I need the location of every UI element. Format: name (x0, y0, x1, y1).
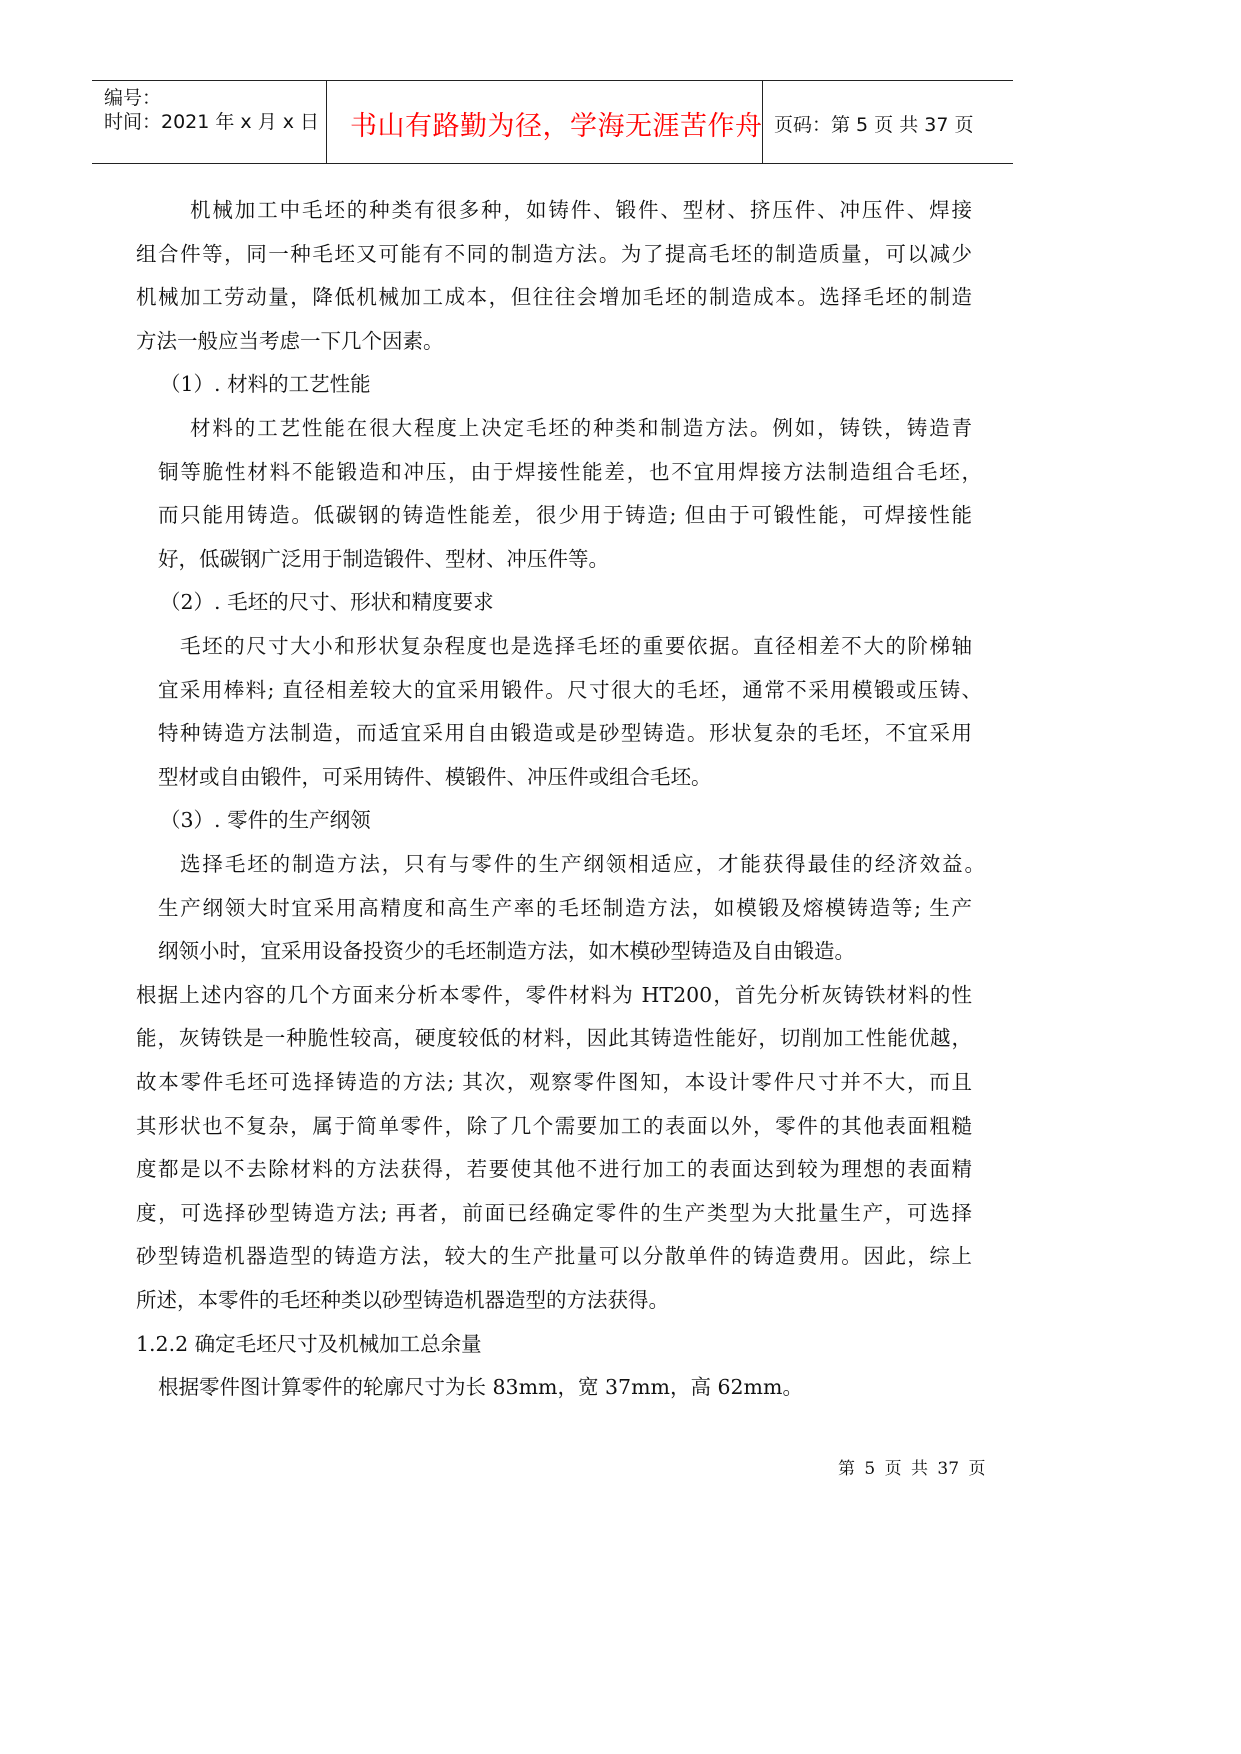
text-line: 根据零件图计算零件的轮廓尺寸为长 83mm，宽 37mm，高 62mm。 (158, 1375, 803, 1400)
text-line: 好，低碳钢广泛用于制造锻件、型材、冲压件等。 (158, 546, 609, 571)
text-line: 纲领小时，宜采用设备投资少的毛坯制造方法，如木模砂型铸造及自由锻造。 (158, 939, 855, 964)
text-line: 型材或自由锻件，可采用铸件、模锻件、冲压件或组合毛坯。 (158, 764, 712, 789)
text-line: 材料的工艺性能在很大程度上决定毛坯的种类和制造方法。例如，铸铁，铸造青 (190, 416, 972, 440)
text-line: （2）. 毛坯的尺寸、形状和精度要求 (160, 590, 494, 615)
document-number-label: 编号： (104, 87, 162, 109)
text-line: 铜等脆性材料不能锻造和冲压，由于焊接性能差，也不宜用焊接方法制造组合毛坯， (158, 459, 982, 484)
text-line: （1）. 材料的工艺性能 (160, 372, 371, 397)
text-line: 宜采用棒料; 直径相差较大的宜采用锻件。尺寸很大的毛坯，通常不采用模锻或压铸、 (158, 677, 982, 702)
text-line: 机械加工劳动量，降低机械加工成本，但往往会增加毛坯的制造成本。选择毛坯的制造 (136, 285, 972, 310)
header-motto: 书山有路勤为径，学海无涯苦作舟 (350, 111, 763, 142)
page-footer: 第 5 页 共 37 页 (838, 1459, 986, 1479)
text-line: 砂型铸造机器造型的铸造方法，较大的生产批量可以分散单件的铸造费用。因此，综上 (136, 1244, 972, 1269)
text-line: 度都是以不去除材料的方法获得，若要使其他不进行加工的表面达到较为理想的表面精 (136, 1157, 972, 1182)
text-line: 机械加工中毛坯的种类有很多种，如铸件、锻件、型材、挤压件、冲压件、焊接 (190, 198, 972, 222)
text-line: 选择毛坯的制造方法，只有与零件的生产纲领相适应，才能获得最佳的经济效益。 (180, 852, 985, 876)
header-divider (326, 81, 327, 163)
text-line: （3）. 零件的生产纲领 (160, 808, 371, 833)
text-line: 生产纲领大时宜采用高精度和高生产率的毛坯制造方法，如模锻及熔模铸造等; 生产 (158, 895, 972, 920)
text-line: 特种铸造方法制造，而适宜采用自由锻造或是砂型铸造。形状复杂的毛坯，不宜采用 (158, 721, 972, 746)
text-line: 度，可选择砂型铸造方法; 再者，前面已经确定零件的生产类型为大批量生产，可选择 (136, 1200, 972, 1225)
page-number-label: 页码：第 5 页 共 37 页 (774, 114, 974, 136)
text-line: 而只能用铸造。低碳钢的铸造性能差，很少用于铸造; 但由于可锻性能，可焊接性能 (158, 503, 972, 528)
document-time-label: 时间：2021 年 x 月 x 日 (104, 111, 320, 133)
text-line: 所述，本零件的毛坯种类以砂型铸造机器造型的方法获得。 (136, 1288, 669, 1312)
text-line: 方法一般应当考虑一下几个因素。 (136, 328, 444, 353)
text-line: 1.2.2 确定毛坯尺寸及机械加工总余量 (136, 1331, 482, 1356)
text-line: 组合件等，同一种毛坯又可能有不同的制造方法。为了提高毛坯的制造质量，可以减少 (136, 241, 972, 266)
text-line: 毛坯的尺寸大小和形状复杂程度也是选择毛坯的重要依据。直径相差不大的阶梯轴 (180, 634, 972, 658)
text-line: 根据上述内容的几个方面来分析本零件，零件材料为 HT200，首先分析灰铸铁材料的性 (136, 982, 972, 1007)
text-line: 故本零件毛坯可选择铸造的方法; 其次，观察零件图知，本设计零件尺寸并不大，而且 (136, 1070, 972, 1094)
text-line: 能，灰铸铁是一种脆性较高，硬度较低的材料，因此其铸造性能好，切削加工性能优越， (136, 1026, 972, 1051)
text-line: 其形状也不复杂，属于简单零件，除了几个需要加工的表面以外，零件的其他表面粗糙 (136, 1113, 972, 1138)
